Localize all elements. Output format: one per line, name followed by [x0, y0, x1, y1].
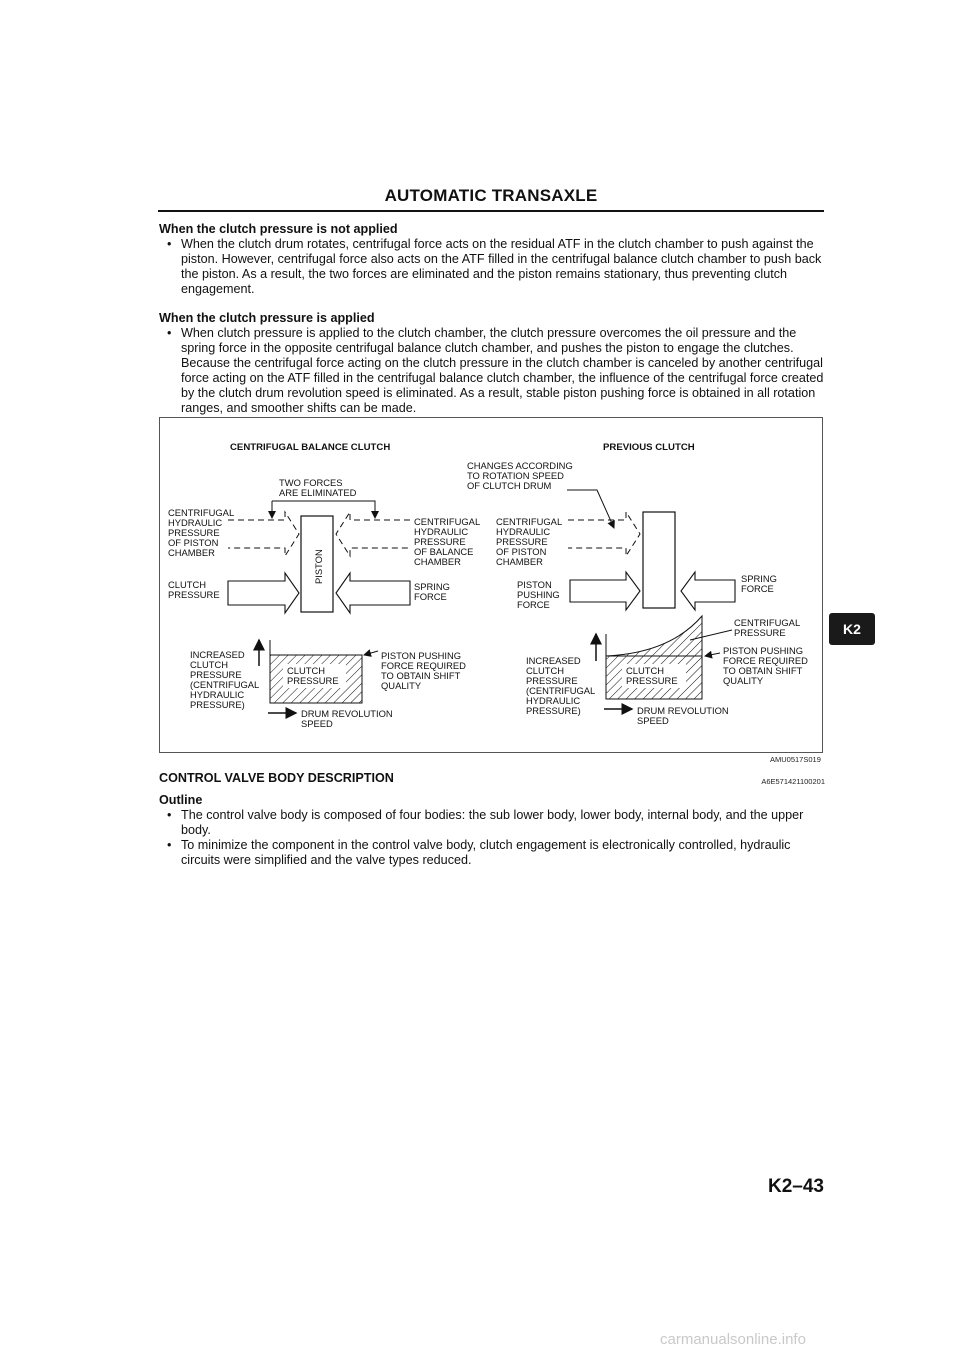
centrifugal-curve-area	[606, 616, 702, 656]
svg-text:PISTON PUSHING: PISTON PUSHING	[723, 645, 804, 656]
spring-force-right-label	[741, 573, 777, 594]
svg-text:CLUTCH: CLUTCH	[626, 665, 665, 676]
right-title: PREVIOUS CLUTCH	[603, 442, 695, 453]
svg-text:SPEED: SPEED	[301, 718, 333, 729]
svg-text:PRESSURE: PRESSURE	[287, 675, 339, 686]
drum-revolution-right-label	[637, 705, 729, 726]
svg-text:CENTRIFUGAL: CENTRIFUGAL	[414, 516, 481, 527]
bullet-applied	[159, 326, 825, 416]
svg-text:DRUM REVOLUTION: DRUM REVOLUTION	[301, 708, 393, 719]
svg-text:PRESSURE: PRESSURE	[626, 675, 678, 686]
svg-text:PISTON PUSHING: PISTON PUSHING	[381, 650, 462, 661]
svg-text:TO OBTAIN SHIFT: TO OBTAIN SHIFT	[723, 665, 803, 676]
centrifugal-arrow-left	[228, 512, 299, 556]
header-rule	[158, 210, 824, 212]
increased-left-label	[190, 649, 259, 710]
section-tab-k2: K2	[829, 613, 875, 645]
piston-required-left-label	[381, 650, 466, 691]
svg-text:CLUTCH: CLUTCH	[287, 665, 326, 676]
piston-block-right	[643, 512, 675, 608]
outline-heading: Outline	[159, 793, 203, 807]
svg-text:PRESSURE: PRESSURE	[734, 627, 786, 638]
left-title: CENTRIFUGAL BALANCE CLUTCH	[230, 442, 391, 453]
svg-text:INCREASED: INCREASED	[526, 655, 581, 666]
svg-text:FORCE: FORCE	[414, 591, 447, 602]
svg-text:PRESSURE: PRESSURE	[526, 675, 578, 686]
svg-text:CLUTCH: CLUTCH	[168, 579, 207, 590]
svg-text:HYDRAULIC: HYDRAULIC	[168, 517, 223, 528]
piston-pushing-arrow-right	[570, 572, 640, 610]
bullet-text: When clutch pressure is applied to the clutch chamber, the clutch pressure overcomes the oil pressure and the spring force in the opposite centrifugal balance clutch chamber, and pushes the piston to engage the clutches. Because the centrifugal force acting on the clutch pressure in the clutch chamber is canceled by another centrifugal force acting on the ATF filled in the centrifugal balance clutch chamber, the influence of the centrifugal force created by the clutch drum revolution speed is eliminated. As a result, stable piston pushing force is obtained in all rotation ranges, and smoother shifts can be made.	[181, 326, 824, 415]
svg-text:PUSHING: PUSHING	[517, 589, 560, 600]
svg-text:(CENTRIFUGAL: (CENTRIFUGAL	[526, 685, 596, 696]
piston-required-right-label	[723, 645, 808, 686]
bullet-text: To minimize the component in the control valve body, clutch engagement is electronically controlled, hydraulic circuits were simplified and the valve types reduced.	[181, 838, 791, 867]
drum-revolution-left-label	[301, 708, 393, 729]
svg-text:CLUTCH: CLUTCH	[526, 665, 565, 676]
bullet-dot: •	[167, 838, 172, 852]
outline-block	[159, 793, 825, 868]
svg-text:CENTRIFUGAL: CENTRIFUGAL	[734, 617, 801, 628]
centrifugal-pressure-label	[734, 617, 800, 638]
svg-text:PISTON: PISTON	[517, 579, 552, 590]
section-title: CONTROL VALVE BODY DESCRIPTION	[159, 771, 394, 785]
svg-text:PRESSURE): PRESSURE)	[526, 705, 581, 716]
subheading-not-applied: When the clutch pressure is not applied	[159, 222, 398, 236]
svg-text:PRESSURE: PRESSURE	[168, 527, 220, 538]
clutch-pressure-left-label	[168, 579, 220, 600]
centrifugal-arrow-right	[568, 512, 640, 556]
clutch-diagram-svg	[160, 418, 822, 752]
watermark: carmanualsonline.info	[660, 1331, 806, 1348]
svg-text:CLUTCH: CLUTCH	[190, 659, 229, 670]
svg-text:HYDRAULIC: HYDRAULIC	[414, 526, 469, 537]
svg-text:PRESSURE: PRESSURE	[414, 536, 466, 547]
svg-text:CENTRIFUGAL: CENTRIFUGAL	[168, 507, 235, 518]
svg-text:HYDRAULIC: HYDRAULIC	[526, 695, 581, 706]
svg-text:PRESSURE: PRESSURE	[168, 589, 220, 600]
increased-right-label	[526, 655, 595, 716]
bullet-dot: •	[167, 326, 172, 340]
svg-text:TO ROTATION SPEED: TO ROTATION SPEED	[467, 470, 564, 481]
svg-text:TWO FORCES: TWO FORCES	[279, 477, 343, 488]
bullet-text: When the clutch drum rotates, centrifugal force acts on the residual ATF in the clutch chamber to push against the piston. However, centrifugal force also acts on the ATF filled in the centrifugal balance clutch chamber to push back the piston. As a result, the two forces are eliminated and the piston remains stationary, thus preventing clutch engagement.	[181, 237, 822, 296]
page-number: K2–43	[768, 1176, 824, 1197]
page-header-title: AUTOMATIC TRANSAXLE	[384, 186, 598, 205]
svg-text:ARE ELIMINATED: ARE ELIMINATED	[279, 487, 357, 498]
centrifugal-piston-chamber-left-label	[168, 507, 234, 558]
svg-text:OF PISTON: OF PISTON	[496, 546, 547, 557]
svg-text:CHANGES ACCORDING: CHANGES ACCORDING	[467, 460, 573, 471]
bullet-dot: •	[167, 808, 172, 822]
clutch-pressure-arrow-left	[228, 573, 299, 613]
svg-text:FORCE REQUIRED: FORCE REQUIRED	[381, 660, 466, 671]
centrifugal-piston-chamber-right-label	[496, 516, 562, 567]
svg-text:QUALITY: QUALITY	[723, 675, 764, 686]
svg-text:CHAMBER: CHAMBER	[168, 547, 215, 558]
spring-force-arrow-left	[336, 573, 410, 613]
svg-text:OF PISTON: OF PISTON	[168, 537, 219, 548]
body-text	[159, 222, 825, 416]
svg-text:(CENTRIFUGAL: (CENTRIFUGAL	[190, 679, 260, 690]
svg-text:FORCE: FORCE	[517, 599, 550, 610]
svg-text:PRESSURE: PRESSURE	[496, 536, 548, 547]
changes-according-label	[467, 460, 573, 491]
svg-text:OF BALANCE: OF BALANCE	[414, 546, 474, 557]
svg-text:SPEED: SPEED	[637, 715, 669, 726]
outline-bullet-1	[159, 808, 825, 838]
bullet-dot: •	[167, 237, 172, 251]
centrifugal-balance-chamber-label	[414, 516, 480, 567]
bullet-not-applied	[159, 237, 825, 297]
svg-text:PRESSURE): PRESSURE)	[190, 699, 245, 710]
svg-text:FORCE: FORCE	[741, 583, 774, 594]
svg-text:OF CLUTCH DRUM: OF CLUTCH DRUM	[467, 480, 552, 491]
svg-text:TO OBTAIN SHIFT: TO OBTAIN SHIFT	[381, 670, 461, 681]
section-code: A6E571421100201	[761, 777, 825, 786]
svg-text:CENTRIFUGAL: CENTRIFUGAL	[496, 516, 563, 527]
svg-text:QUALITY: QUALITY	[381, 680, 422, 691]
svg-text:CHAMBER: CHAMBER	[496, 556, 543, 567]
section-header	[159, 771, 825, 785]
spring-force-arrow-right	[681, 572, 735, 610]
bullet-text: The control valve body is composed of four bodies: the sub lower body, lower body, internal body, and the upper body.	[181, 808, 804, 837]
piston-label: PISTON	[313, 549, 324, 584]
svg-text:PRESSURE: PRESSURE	[190, 669, 242, 680]
spring-force-left-label	[414, 581, 450, 602]
svg-text:HYDRAULIC: HYDRAULIC	[190, 689, 245, 700]
figure-id: AMU0517S019	[770, 755, 821, 764]
subheading-applied: When the clutch pressure is applied	[159, 311, 375, 325]
outline-bullet-2	[159, 838, 825, 868]
svg-text:CHAMBER: CHAMBER	[414, 556, 461, 567]
svg-text:SPRING: SPRING	[414, 581, 450, 592]
piston-pushing-force-label	[517, 579, 560, 610]
svg-text:HYDRAULIC: HYDRAULIC	[496, 526, 551, 537]
svg-text:INCREASED: INCREASED	[190, 649, 245, 660]
svg-text:SPRING: SPRING	[741, 573, 777, 584]
svg-text:DRUM REVOLUTION: DRUM REVOLUTION	[637, 705, 729, 716]
svg-text:FORCE REQUIRED: FORCE REQUIRED	[723, 655, 808, 666]
balance-arrow-left	[336, 512, 410, 556]
two-forces-label	[279, 477, 357, 498]
clutch-diagram	[159, 417, 823, 753]
